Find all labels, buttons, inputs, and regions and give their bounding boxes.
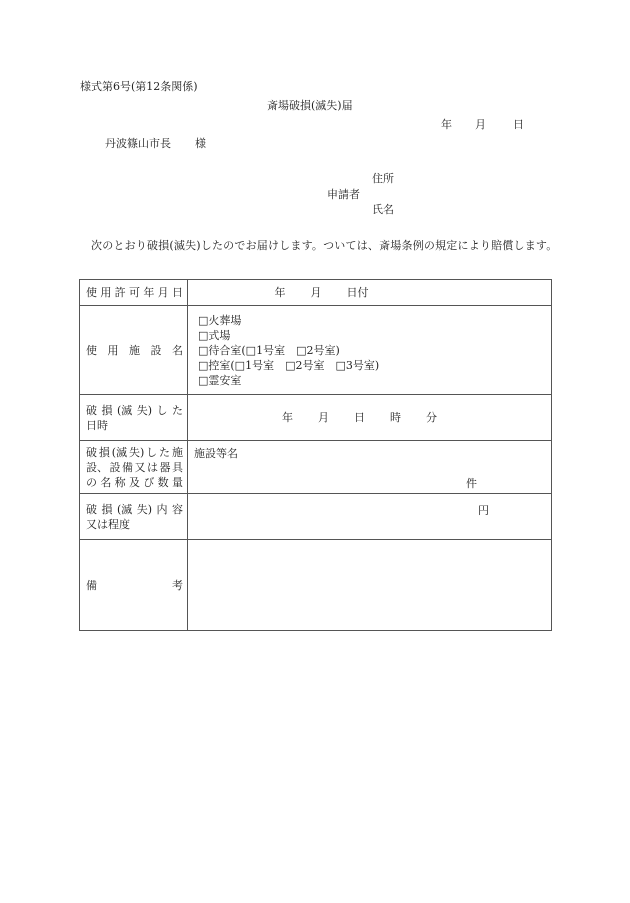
damage-report-table bbox=[79, 279, 552, 631]
option-ceremony-hall[interactable]: □式場 bbox=[198, 328, 231, 342]
date-month-label: 月 bbox=[475, 118, 486, 131]
quantity-unit: 件 bbox=[466, 477, 477, 490]
table-row-damage-extent bbox=[80, 494, 552, 540]
applicant-address-label: 住所 bbox=[372, 172, 394, 185]
option-crematorium[interactable]: □火葬場 bbox=[198, 313, 242, 327]
facility-label: 使 用 施 設 名 bbox=[80, 306, 188, 395]
permit-date-field[interactable]: 年 月 日付 bbox=[188, 280, 552, 306]
table-row-permit-date bbox=[80, 280, 552, 306]
facility-options bbox=[188, 306, 552, 395]
amount-unit: 円 bbox=[478, 504, 489, 517]
addressee-name: 丹波篠山市長 bbox=[105, 137, 171, 150]
damage-extent-field[interactable] bbox=[188, 494, 552, 540]
table-row-remarks bbox=[80, 540, 552, 631]
notice-text: 次のとおり破損(滅失)したのでお届けします。ついては、斎場条例の規定により賠償します。 bbox=[91, 239, 558, 252]
damaged-items-label: 破 損 (滅 失) し た 施 設、 設 備 又 は 器 具 の 名 称 及 び 数 量 bbox=[80, 441, 188, 494]
damage-datetime-label: 破 損 (滅 失) し た 日時 bbox=[80, 395, 188, 441]
table-row-damaged-items bbox=[80, 441, 552, 494]
option-waiting-room[interactable]: □待合室(□1号室 □2号室) bbox=[198, 343, 340, 357]
form-title: 斎場破損(滅失)届 bbox=[267, 99, 353, 112]
table-row-facility bbox=[80, 306, 552, 395]
remarks-label: 備 考 bbox=[80, 540, 188, 631]
damage-datetime-field[interactable]: 年 月 日 時 分 bbox=[188, 395, 552, 441]
table-row-damage-datetime bbox=[80, 395, 552, 441]
submission-date bbox=[441, 119, 524, 130]
remarks-field[interactable] bbox=[188, 540, 552, 631]
facility-name-label: 施設等名 bbox=[194, 447, 238, 460]
form-number: 様式第6号(第12条関係) bbox=[80, 80, 198, 93]
damaged-items-field[interactable] bbox=[188, 441, 552, 494]
permit-date-label: 使 用 許 可 年 月 日 bbox=[80, 280, 188, 306]
addressee bbox=[105, 138, 206, 149]
option-mortuary[interactable]: □霊安室 bbox=[198, 373, 242, 387]
option-anteroom[interactable]: □控室(□1号室 □2号室 □3号室) bbox=[198, 358, 380, 372]
damage-extent-label: 破 損 (滅 失) 内 容 又は程度 bbox=[80, 494, 188, 540]
applicant-name-label: 氏名 bbox=[372, 203, 394, 216]
applicant-label: 申請者 bbox=[327, 188, 360, 201]
date-year-label: 年 bbox=[441, 118, 452, 131]
date-day-label: 日 bbox=[513, 118, 524, 131]
addressee-honorific: 様 bbox=[195, 137, 206, 150]
